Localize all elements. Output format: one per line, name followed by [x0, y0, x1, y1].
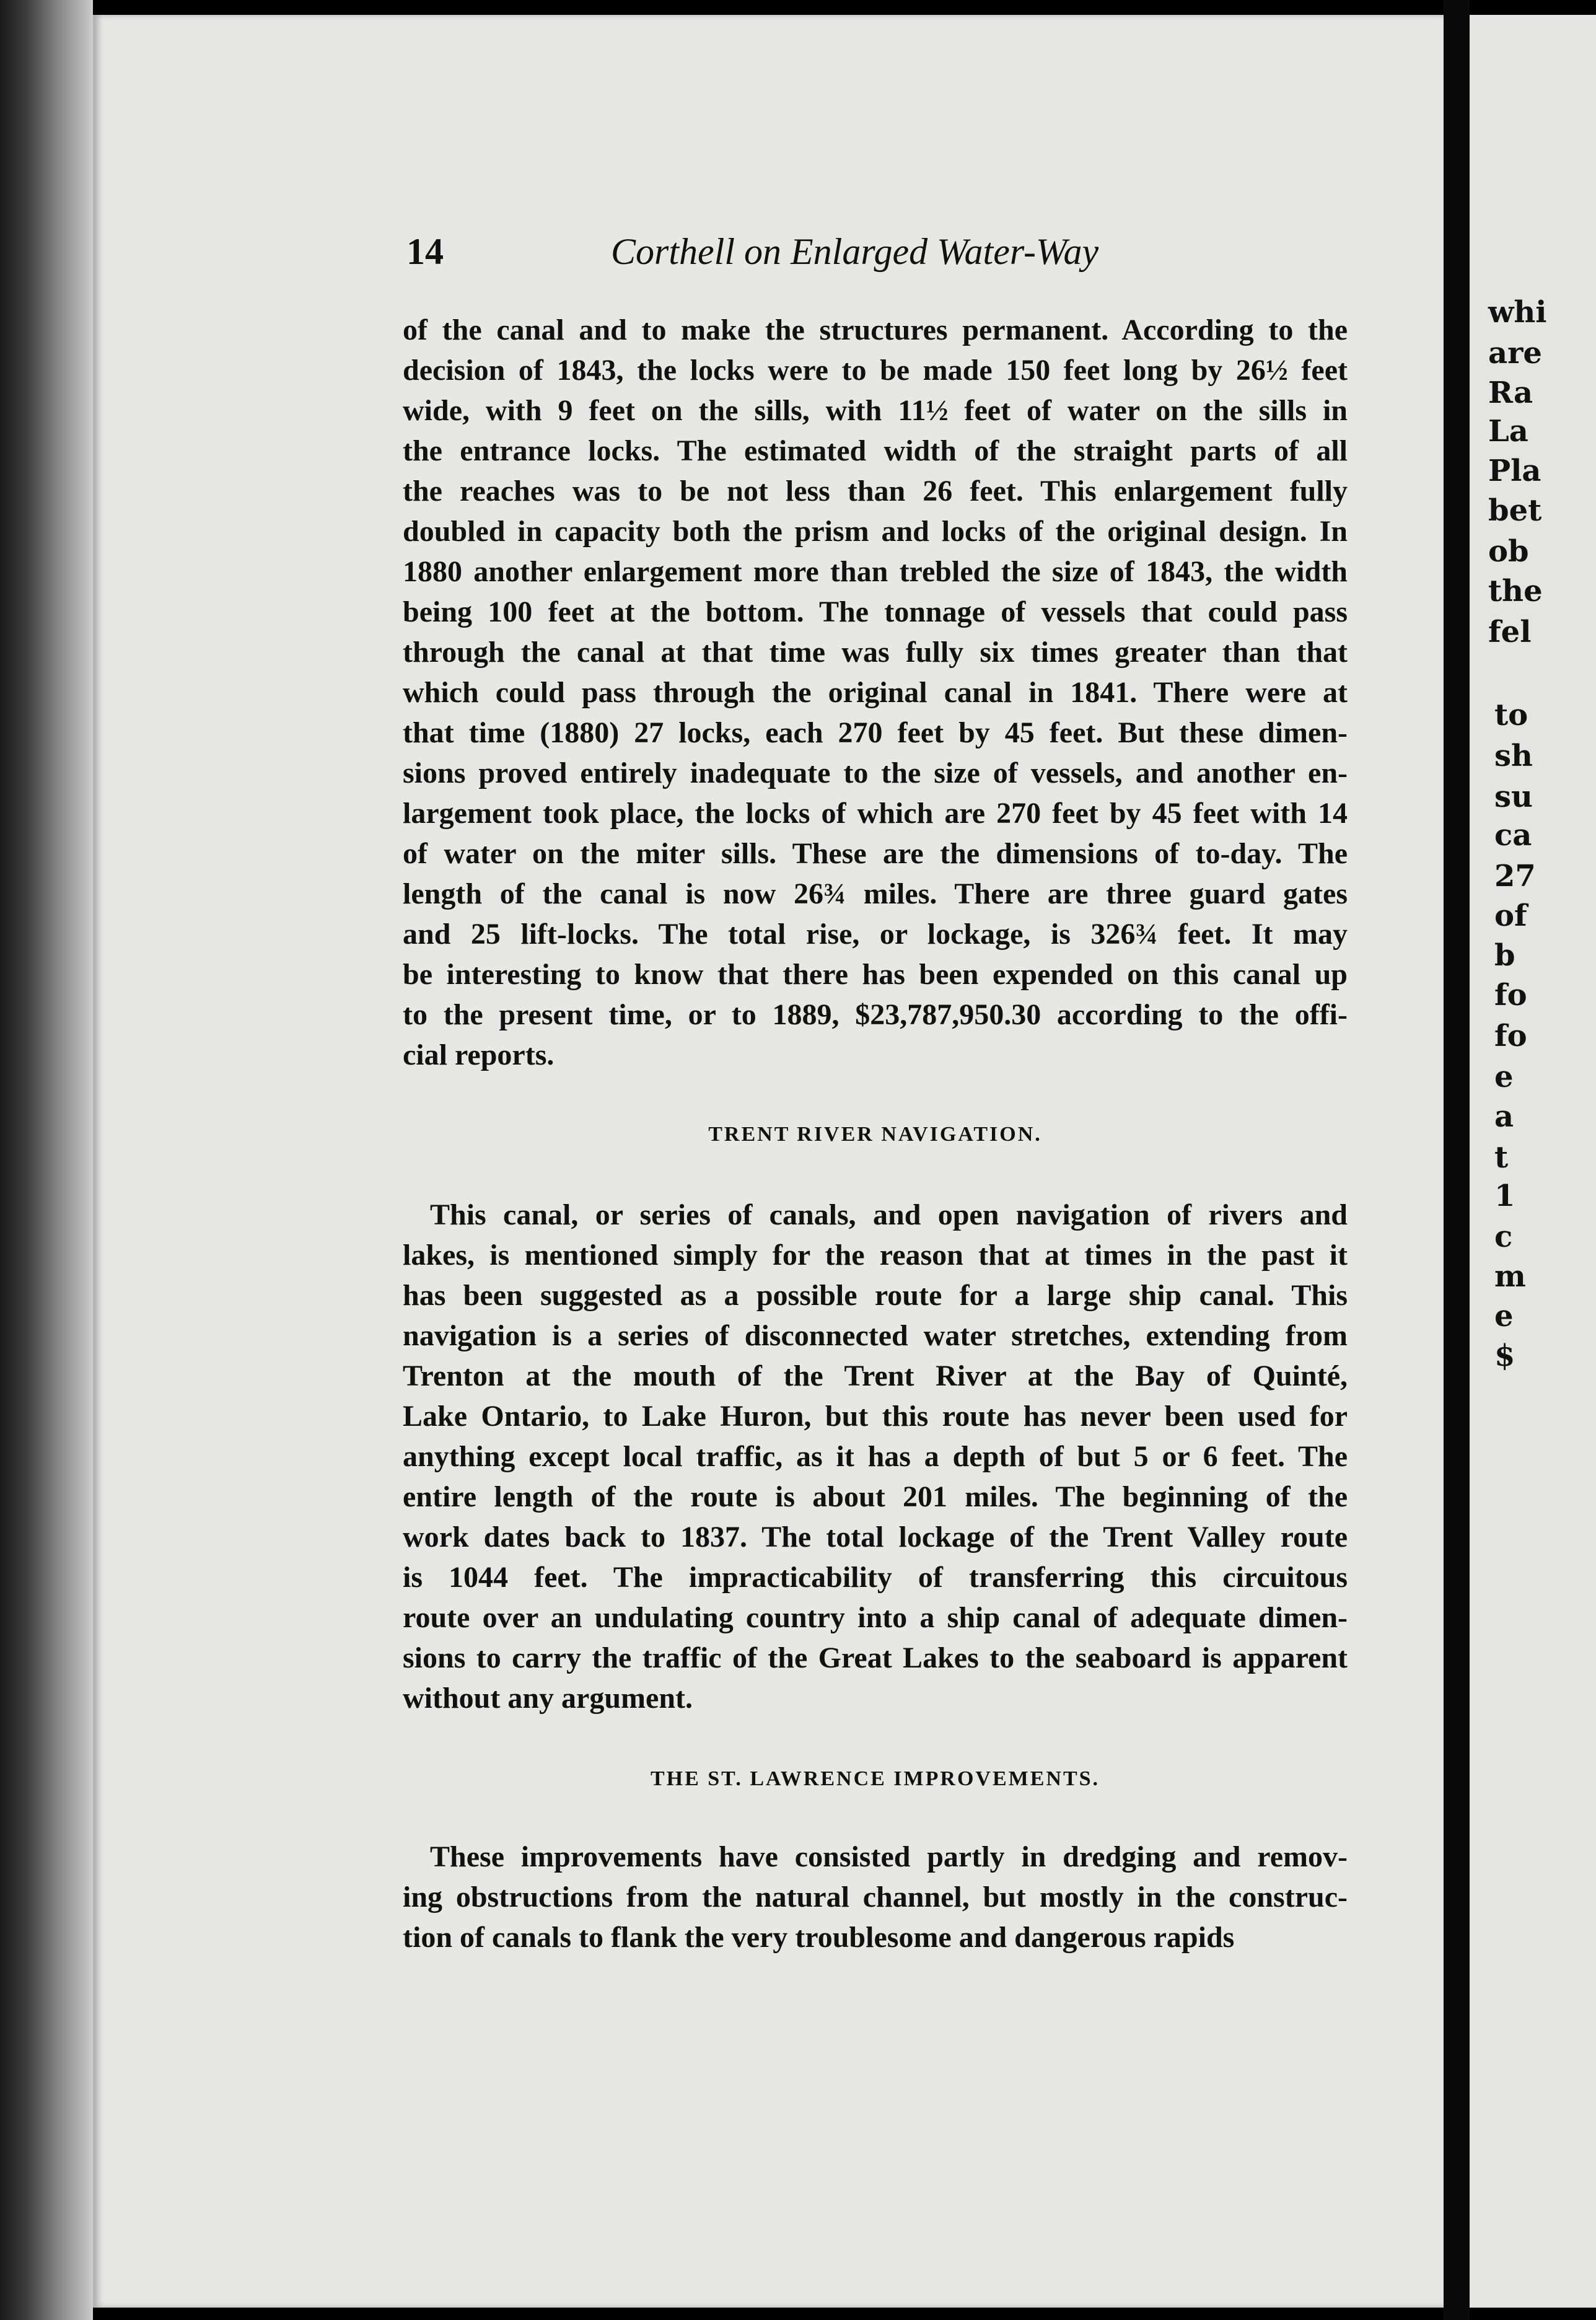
text-line: entire length of the route is about 201 miles. The beginning of the: [403, 1480, 1348, 1513]
text-line: Trenton at the mouth of the Trent River at the Bay of Quinté,: [403, 1360, 1348, 1392]
text-line: decision of 1843, the locks were to be made 150 feet long by 26½ feet: [403, 354, 1348, 387]
text-line: and 25 lift-locks. The total rise, or lockage, is 326¾ feet. It may: [403, 918, 1348, 951]
text-line: length of the canal is now 26¾ miles. There are three guard gates: [403, 877, 1348, 910]
text-line: Lake Ontario, to Lake Huron, but this route has never been used for: [403, 1400, 1348, 1433]
page-header: [406, 231, 1139, 274]
text-line: 1880 another enlargement more than trebled the size of 1843, the width: [403, 555, 1348, 588]
adjacent-page-fragment: Ra: [1488, 376, 1533, 410]
adjacent-page-edge: [1470, 15, 1596, 2308]
adjacent-page-fragment: are: [1488, 336, 1542, 371]
adjacent-page-fragment: su: [1494, 780, 1533, 814]
intro-paragraph: [403, 310, 1348, 1075]
adjacent-page-fragment: a: [1494, 1099, 1514, 1134]
text-line: sions to carry the traffic of the Great Lakes to the seaboard is apparent: [403, 1641, 1348, 1674]
trent-paragraph: [403, 1195, 1348, 1718]
adjacent-page-fragment: bet: [1488, 493, 1542, 528]
adjacent-page-fragment: fo: [1494, 978, 1527, 1013]
text-line: the reaches was to be not less than 26 feet. This enlargement fully: [403, 475, 1348, 508]
book-binding-edge: [0, 0, 93, 2320]
running-head: Corthell on Enlarged Water-Way: [611, 231, 1099, 272]
text-line: wide, with 9 feet on the sills, with 11½ feet of water on the sills in: [403, 394, 1348, 427]
adjacent-page-fragment: e: [1494, 1060, 1514, 1094]
text-line: lakes, is mentioned simply for the reason that at times in the past it: [403, 1239, 1348, 1272]
text-line: tion of canals to flank the very troublesome and dangerous rapids: [403, 1921, 1235, 1954]
adjacent-page-fragment: La: [1488, 414, 1528, 449]
text-line: These improvements have consisted partly in dredging and remov-: [430, 1840, 1348, 1873]
text-line: route over an undulating country into a ship canal of adequate dimen-: [403, 1601, 1348, 1634]
text-line: through the canal at that time was fully six times greater than that: [403, 636, 1348, 669]
text-line: be interesting to know that there has been expended on this canal up: [403, 958, 1348, 991]
section-heading-st-lawrence: THE ST. LAWRENCE IMPROVEMENTS.: [650, 1767, 1100, 1790]
text-line: of water on the miter sills. These are the dimensions of to-day. The: [403, 837, 1348, 870]
adjacent-page-fragment: to: [1494, 698, 1528, 732]
adjacent-page-fragment: whi: [1488, 295, 1547, 330]
text-line: of the canal and to make the structures permanent. According to the: [403, 314, 1348, 346]
text-line: that time (1880) 27 locks, each 270 feet by 45 feet. But these dimen-: [403, 716, 1348, 749]
st-lawrence-paragraph: [403, 1837, 1348, 1958]
text-line: doubled in capacity both the prism and locks of the original design. In: [403, 515, 1348, 548]
adjacent-page-fragment: sh: [1494, 739, 1533, 773]
adjacent-page-fragment: $: [1494, 1338, 1515, 1373]
adjacent-page-fragment: e: [1494, 1299, 1514, 1334]
adjacent-page-fragment: Pla: [1488, 454, 1541, 488]
adjacent-page-fragment: b: [1494, 938, 1515, 973]
text-line: largement took place, the locks of which are 270 feet by 45 feet with 14: [403, 797, 1348, 830]
text-line: navigation is a series of disconnected water stretches, extending from: [403, 1319, 1348, 1352]
page-gutter: [1444, 0, 1470, 2320]
adjacent-page-fragment: ob: [1488, 534, 1529, 569]
text-line: cial reports.: [403, 1039, 555, 1071]
section-heading-trent: TRENT RIVER NAVIGATION.: [708, 1123, 1042, 1146]
text-line: ing obstructions from the natural channel, but mostly in the construc-: [403, 1881, 1348, 1914]
text-line: anything except local traffic, as it has a depth of but 5 or 6 feet. The: [403, 1440, 1348, 1473]
adjacent-page-fragment: 1: [1494, 1179, 1515, 1213]
text-line: which could pass through the original canal in 1841. There were at: [403, 676, 1348, 709]
adjacent-page-fragment: 27: [1494, 859, 1536, 894]
adjacent-page-fragment: ca: [1494, 818, 1532, 853]
adjacent-page-fragment: fo: [1494, 1019, 1527, 1053]
text-line: being 100 feet at the bottom. The tonnage of vessels that could pass: [403, 595, 1348, 628]
text-line: has been suggested as a possible route for a large ship canal. This: [403, 1279, 1348, 1312]
text-line: work dates back to 1837. The total lockage of the Trent Valley route: [403, 1521, 1348, 1553]
text-line: to the present time, or to 1889, $23,787,950.30 according to the offi-: [403, 998, 1348, 1031]
text-line: sions proved entirely inadequate to the size of vessels, and another en-: [403, 757, 1348, 789]
adjacent-page-fragment: t: [1494, 1140, 1509, 1175]
adjacent-page-fragment: fel: [1488, 615, 1532, 649]
adjacent-page-fragment: m: [1494, 1259, 1526, 1294]
text-line: is 1044 feet. The impracticability of transferring this circuitous: [403, 1561, 1348, 1594]
adjacent-page-fragment: of: [1494, 899, 1527, 933]
page-number: 14: [406, 231, 444, 272]
text-line: without any argument.: [403, 1682, 693, 1715]
adjacent-page-fragment: c: [1494, 1219, 1513, 1254]
text-line: the entrance locks. The estimated width of the straight parts of all: [403, 434, 1348, 467]
adjacent-page-fragment: the: [1488, 574, 1543, 609]
text-line: This canal, or series of canals, and open navigation of rivers and: [430, 1198, 1348, 1231]
